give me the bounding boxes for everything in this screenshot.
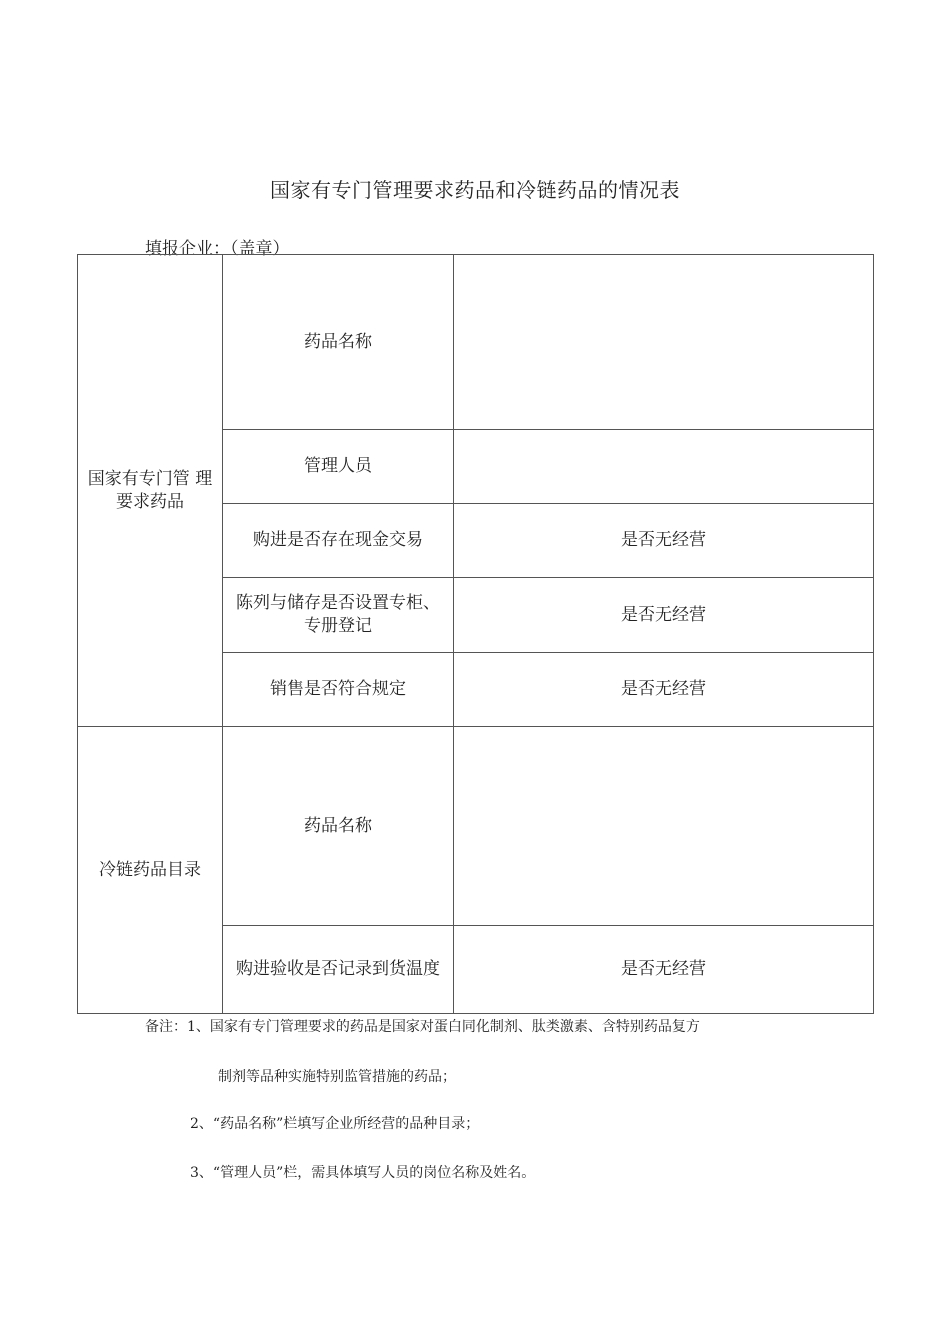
row-label-cold-drug-name: 药品名称	[223, 727, 454, 926]
group-label-cold-chain: 冷链药品目录	[78, 727, 223, 1014]
info-table	[77, 254, 874, 1014]
row-value-cash-transaction[interactable]: 是否无经营	[454, 504, 874, 578]
row-label-arrival-temperature: 购进验收是否记录到货温度	[223, 926, 454, 1014]
table-row	[78, 255, 874, 430]
table-row	[78, 727, 874, 926]
note-line-2: 2、“药品名称”栏填写企业所经营的品种目录；	[190, 1116, 480, 1132]
row-value-drug-name[interactable]	[454, 255, 874, 430]
note-line-1: 备注：1、国家有专门管理要求的药品是国家对蛋白同化制剂、肽类激素、含特别药品复方	[145, 1019, 700, 1035]
row-value-sales-compliance[interactable]: 是否无经营	[454, 653, 874, 727]
row-value-storage-cabinet[interactable]: 是否无经营	[454, 578, 874, 653]
page-title: 国家有专门管理要求药品和冷链药品的情况表	[270, 178, 680, 202]
row-value-manager[interactable]	[454, 430, 874, 504]
row-label-sales-compliance: 销售是否符合规定	[223, 653, 454, 727]
group-label-special-drugs: 国家有专门管 理要求药品	[78, 255, 223, 727]
note-line-1-continued: 制剂等品种实施特别监管措施的药品；	[218, 1069, 456, 1085]
row-label-cash-transaction: 购进是否存在现金交易	[223, 504, 454, 578]
row-value-arrival-temperature[interactable]: 是否无经营	[454, 926, 874, 1014]
company-label: 填报企业：（盖章）	[145, 239, 290, 259]
row-label-drug-name: 药品名称	[223, 255, 454, 430]
note-line-3: 3、“管理人员”栏，需具体填写人员的岗位名称及姓名。	[190, 1165, 536, 1181]
row-value-cold-drug-name[interactable]	[454, 727, 874, 926]
row-label-manager: 管理人员	[223, 430, 454, 504]
row-label-storage-cabinet: 陈列与储存是否设置专柜、专册登记	[223, 578, 454, 653]
